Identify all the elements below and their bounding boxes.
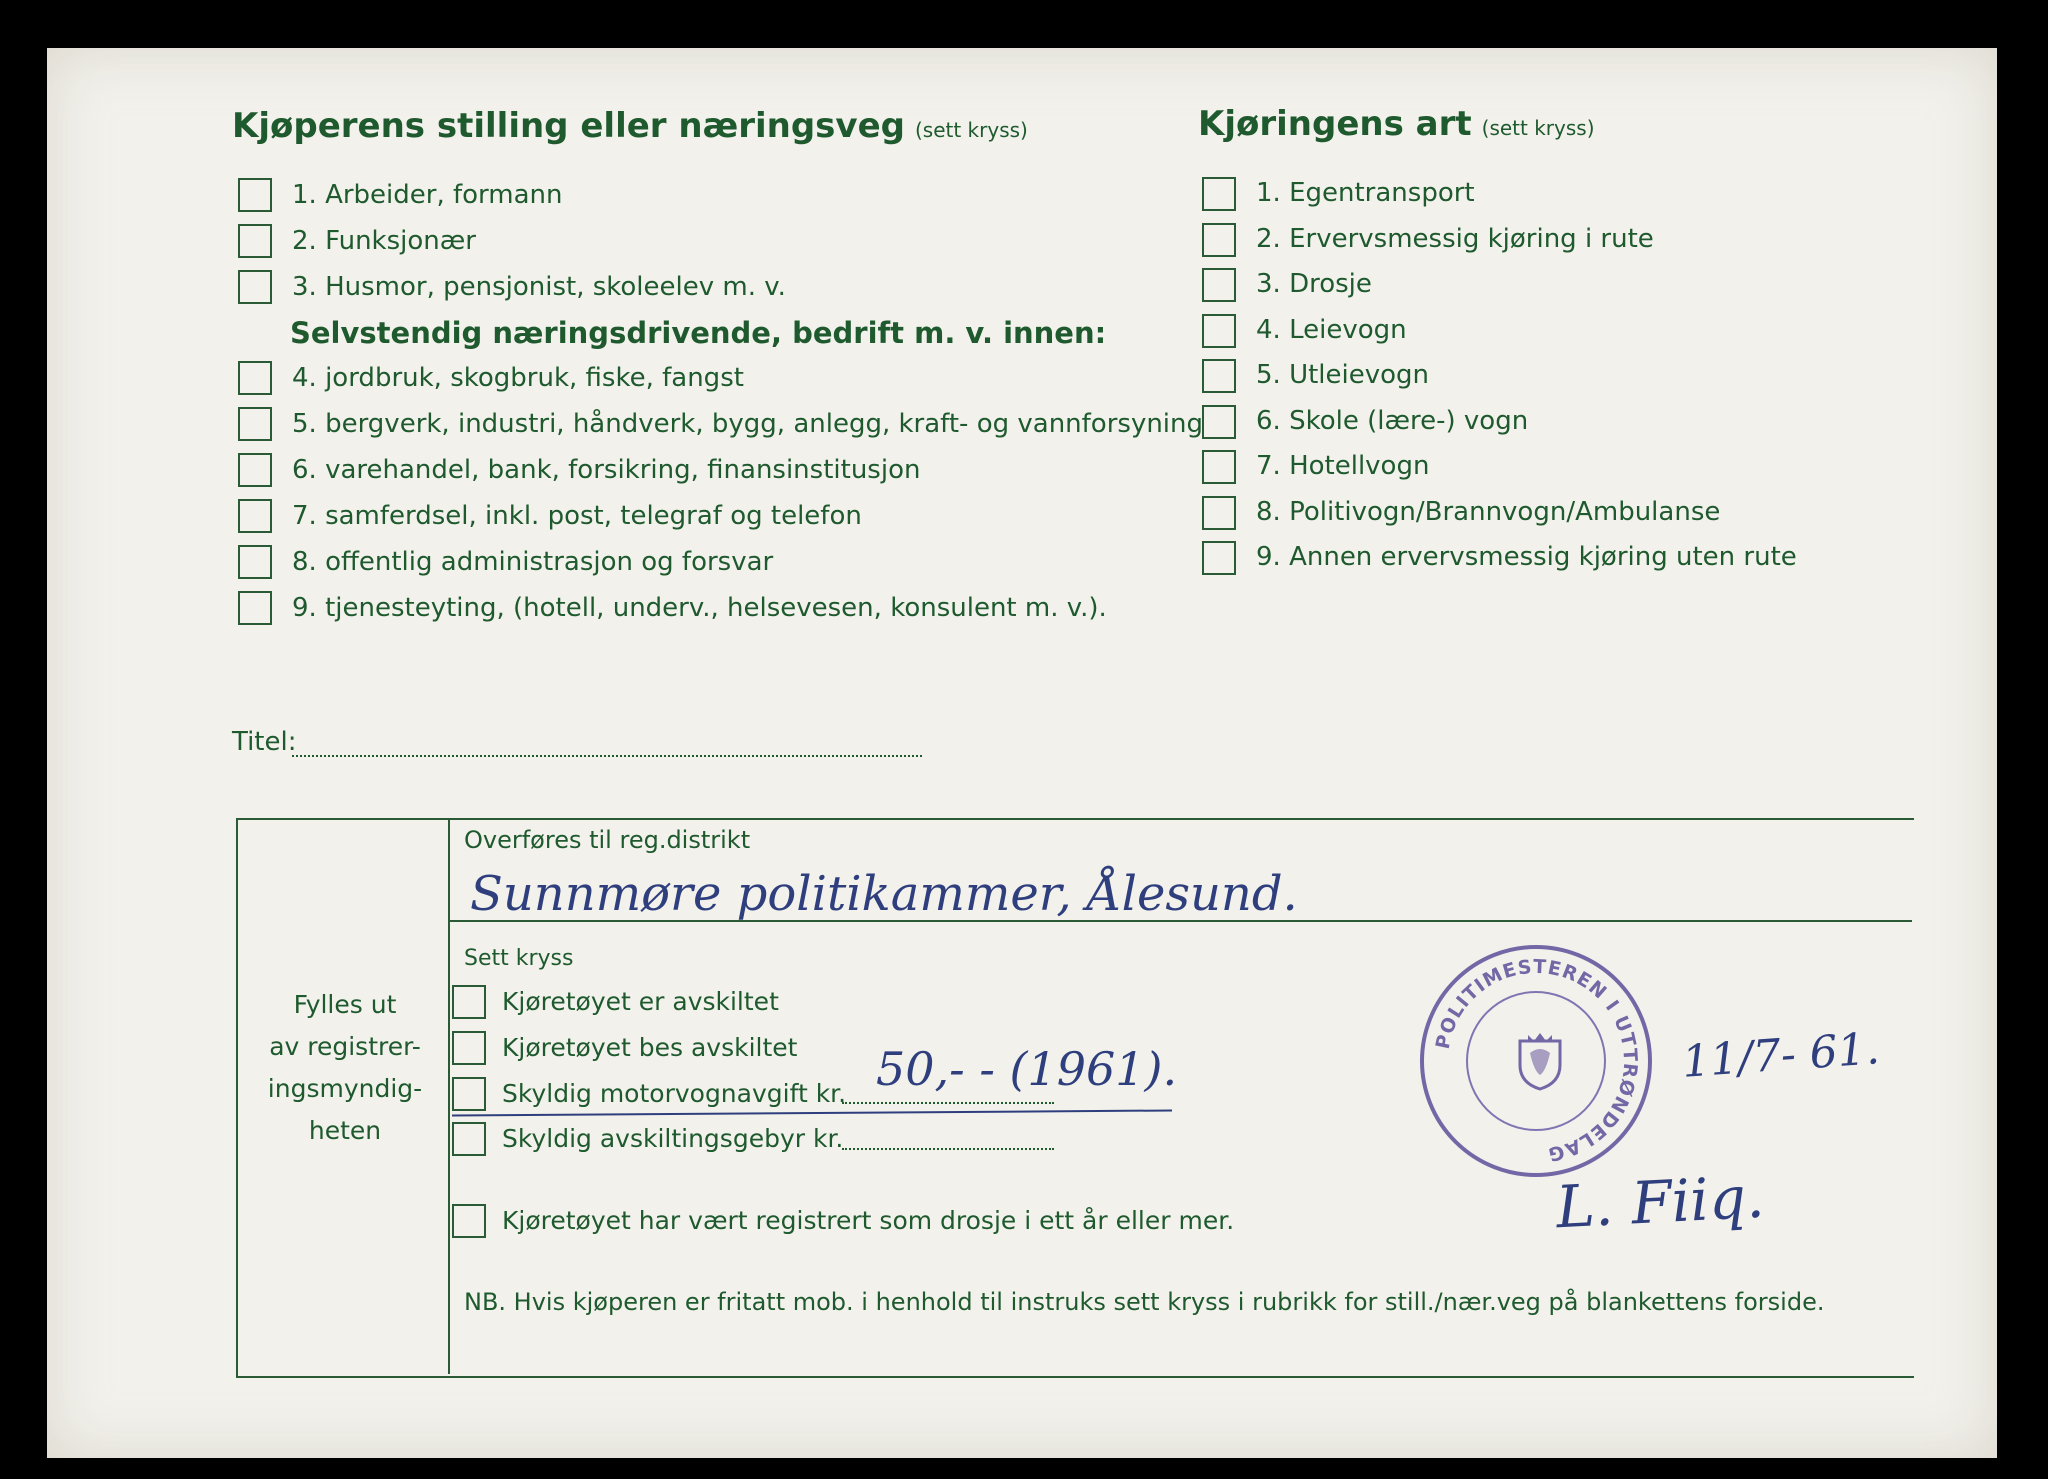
title-label: Titel: [232,727,297,757]
right-heading-text: Kjøringens art [1198,104,1472,144]
checkbox-left-5[interactable] [238,407,272,441]
left-item-2: 2. Funksjonær [292,226,476,256]
checkbox-left-3[interactable] [238,270,272,304]
checkbox-right-8[interactable] [1202,496,1236,530]
left-item-8: 8. offentlig administrasjon og forsvar [292,547,774,577]
right-item-4: 4. Leievogn [1256,315,1407,345]
checkbox-left-1[interactable] [238,178,272,212]
nb-note: NB. Hvis kjøperen er fritatt mob. i henhold til instruks sett kryss i rubrikk for still./nær.veg på blankettens forside. [464,1288,1825,1316]
left-item-9: 9. tjenesteyting, (hotell, underv., helsevesen, konsulent m. v.). [292,593,1107,623]
checkbox-right-1[interactable] [1202,177,1236,211]
right-item-6: 6. Skole (lære-) vogn [1256,406,1529,436]
right-item-1: 1. Egentransport [1256,178,1475,208]
transfer-handwritten[interactable]: Sunnmøre politikammer, Ålesund. [470,866,1298,922]
checkbox-right-6[interactable] [1202,405,1236,439]
stamp-ring-text: POLITIMESTEREN I UTTRØNDELAG [1431,955,1642,1166]
checkbox-right-5[interactable] [1202,359,1236,393]
checkbox-right-3[interactable] [1202,268,1236,302]
right-item-5: 5. Utleievogn [1256,360,1430,390]
checkbox-left-4[interactable] [238,361,272,395]
checkbox-left-2[interactable] [238,224,272,258]
right-item-8: 8. Politivogn/Brannvogn/Ambulanse [1256,497,1721,527]
left-item-1: 1. Arbeider, formann [292,180,563,210]
bleed-through-text [1740,445,1760,485]
side-label-line-3: ingsmyndig- [267,1074,423,1103]
signature: L. Fiiq. [1554,1162,1766,1242]
motorvognavgift-handwritten[interactable]: 50,- - (1961). [876,1042,1178,1096]
right-item-7: 7. Hotellvogn [1256,451,1430,481]
avskiltingsgebyr-dotline [842,1148,1054,1150]
checkbox-avskiltet[interactable] [452,985,486,1019]
checkbox-right-9[interactable] [1202,541,1236,575]
left-item-7: 7. samferdsel, inkl. post, telegraf og telefon [292,501,862,531]
side-label-line-4: heten [308,1116,382,1145]
side-label-line-2: av registrer- [269,1032,421,1061]
right-item-2: 2. Ervervsmessig kjøring i rute [1256,224,1654,254]
checkbox-left-7[interactable] [238,499,272,533]
left-item-3: 3. Husmor, pensjonist, skoleelev m. v. [292,272,786,302]
checkbox-bes-avskiltet[interactable] [452,1031,486,1065]
sett-kryss-label: Sett kryss [464,946,574,971]
right-heading [1198,104,1595,144]
title-field-line[interactable] [292,755,922,757]
check-motorvognavgift-label: Skyldig motorvognavgift kr. [502,1079,847,1108]
left-heading-note: (sett kryss) [914,118,1028,142]
left-item-6: 6. varehandel, bank, forsikring, finansinstitusjon [292,455,921,485]
checkbox-left-6[interactable] [238,453,272,487]
checkbox-right-7[interactable] [1202,450,1236,484]
crest-icon [1516,1031,1564,1091]
checkbox-right-2[interactable] [1202,223,1236,257]
checkbox-drosje[interactable] [452,1204,486,1238]
side-label-line-1: Fylles ut [293,990,397,1019]
check-avskiltet-label: Kjøretøyet er avskiltet [502,987,779,1016]
left-heading [232,106,1028,146]
motorvognavgift-dotline [842,1102,1054,1104]
left-subheading: Selvstendig næringsdrivende, bedrift m. v. innen: [290,316,1107,350]
police-stamp [1420,945,1652,1177]
drosje-check-label: Kjøretøyet har vært registrert som drosje i ett år eller mer. [502,1206,1235,1235]
checkbox-avskiltingsgebyr[interactable] [452,1122,486,1156]
right-item-9: 9. Annen ervervsmessig kjøring uten rute [1256,542,1797,572]
left-item-4: 4. jordbruk, skogbruk, fiske, fangst [292,363,744,393]
right-item-3: 3. Drosje [1256,269,1372,299]
checkbox-right-4[interactable] [1202,314,1236,348]
check-bes-avskiltet-label: Kjøretøyet bes avskiltet [502,1033,798,1062]
right-heading-note: (sett kryss) [1481,116,1595,140]
checkbox-motorvognavgift[interactable] [452,1077,486,1111]
check-avskiltingsgebyr-label: Skyldig avskiltingsgebyr kr. [502,1124,844,1153]
checkbox-left-8[interactable] [238,545,272,579]
registry-box-divider [448,818,450,1374]
left-heading-text: Kjøperens stilling eller næringsveg [232,106,905,146]
checkbox-left-9[interactable] [238,591,272,625]
transfer-label: Overføres til reg.distrikt [464,826,751,854]
registry-side-label [250,984,440,1152]
transfer-field-line [448,920,1912,922]
left-item-5: 5. bergverk, industri, håndverk, bygg, anlegg, kraft- og vannforsyning [292,409,1204,439]
date-handwritten: 11/7- 61. [1680,1023,1882,1088]
